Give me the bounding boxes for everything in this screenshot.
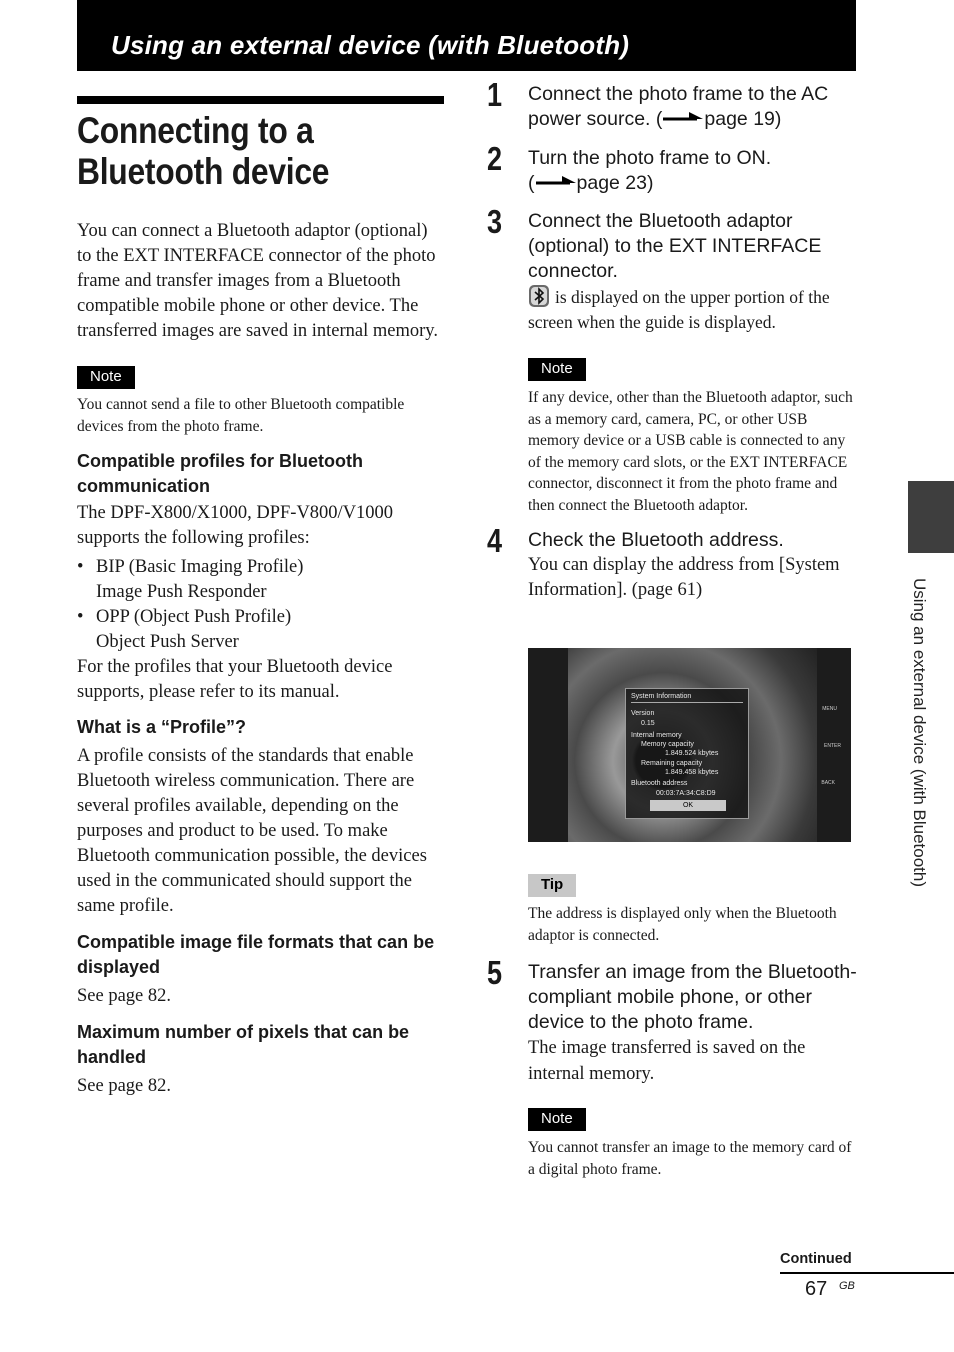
dialog-title: System Information (631, 692, 743, 703)
step-number: 1 (487, 76, 503, 113)
continued-label: Continued (780, 1251, 852, 1267)
note-block (528, 358, 857, 516)
memory-capacity-label: Memory capacity (641, 741, 694, 749)
note-block (528, 1108, 857, 1180)
step-body: You can display the address from [System Information]. (page 61) (528, 555, 840, 600)
back-hint: BACK (821, 780, 835, 786)
system-information-screenshot (528, 648, 851, 842)
page-title-line2: Bluetooth device (77, 151, 330, 192)
step-5 (487, 954, 857, 1180)
pixels-heading: Maximum number of pixels that can be handled (77, 1022, 410, 1067)
step-1 (487, 76, 857, 132)
step-body: The image transferred is saved on the internal memory. (528, 1038, 806, 1084)
step-4 (487, 522, 857, 603)
memory-capacity-value: 1.849.524 kbytes (665, 750, 719, 758)
footer-rule (780, 1272, 954, 1274)
profiles-outro: For the profiles that your Bluetooth device supports, please refer to its manual. (77, 657, 393, 702)
profiles-heading: Compatible profiles for Bluetooth communication (77, 451, 363, 496)
page-region-suffix: GB (839, 1280, 855, 1292)
bullet-line2: Object Push Server (96, 632, 239, 652)
step-heading: Check the Bluetooth address. (528, 529, 784, 551)
note-text: If any device, other than the Bluetooth adaptor, such as a memory card, camera, PC, or other USB memory device or a USB cable is connected to any of the memory card slots, or the EXT INTERFACE connector, disconnect it from the photo frame and then connect the Bluetooth adaptor. (528, 389, 853, 514)
left-column (77, 96, 444, 1099)
profiles-intro: The DPF-X800/X1000, DPF-V800/V1000 supports the following profiles: (77, 503, 394, 548)
internal-memory-label: Internal memory (631, 731, 682, 739)
step-number: 5 (487, 954, 503, 991)
version-label: Version (631, 710, 655, 718)
what-is-profile-heading: What is a “Profile”? (77, 717, 247, 737)
intro-paragraph: You can connect a Bluetooth adaptor (optional) to the EXT INTERFACE connector of the photo frame and transfer images from a Bluetooth compatible mobile phone or other device. The transferred images are saved in internal memory. (77, 221, 438, 341)
note-label: Note (528, 1108, 586, 1131)
section-header-bar (77, 0, 856, 71)
tip-block (528, 874, 856, 946)
step-heading: Connect the Bluetooth adaptor (optional) to the EXT INTERFACE connector. (528, 210, 822, 282)
bluetooth-address-label: Bluetooth address (631, 780, 688, 788)
page-title (77, 110, 447, 192)
tip-text: The address is displayed only when the Bluetooth adaptor is connected. (528, 905, 837, 944)
system-information-dialog (625, 688, 749, 819)
step-number: 4 (487, 522, 503, 559)
bullet-dot: • (77, 607, 84, 627)
step-heading: Turn the photo frame to ON. ( page 23) (528, 147, 772, 194)
formats-text: See page 82. (77, 986, 172, 1006)
title-rule (77, 96, 444, 104)
note-text: You cannot transfer an image to the memory card of a digital photo frame. (528, 1139, 852, 1178)
bluetooth-address-value: 00:03:7A:34:C8:D9 (656, 789, 716, 797)
remaining-capacity-label: Remaining capacity (641, 759, 703, 767)
bullet-item (77, 555, 444, 605)
bullet-line1: OPP (Object Push Profile) (96, 607, 292, 627)
note-label: Note (528, 358, 586, 381)
enter-hint: ENTER (824, 743, 841, 749)
menu-hint: MENU (822, 706, 837, 712)
pixels-text: See page 82. (77, 1076, 172, 1096)
side-section-tab (908, 481, 954, 553)
note-label: Note (77, 366, 135, 389)
bluetooth-icon (528, 284, 550, 308)
right-column (487, 76, 857, 603)
note-text: You cannot send a file to other Bluetooth compatible devices from the photo frame. (77, 396, 405, 435)
bullet-line2: Image Push Responder (96, 582, 267, 602)
side-section-label: Using an external device (with Bluetooth) (910, 578, 929, 887)
remaining-capacity-value: 1.849.458 kbytes (665, 769, 719, 777)
step-body: is displayed on the upper portion of the screen when the guide is displayed. (528, 284, 857, 335)
what-is-profile-text: A profile consists of the standards that enable Bluetooth wireless communication. There are several profiles available, depending on the purposes and product to be used. To make Bluetooth communication possible, the devices used in the communicated should support the same profile. (77, 746, 427, 916)
step-number: 2 (487, 140, 503, 177)
page-reference-arrow-icon (536, 175, 576, 187)
step-number: 3 (487, 203, 503, 240)
ok-button[interactable]: OK (650, 800, 726, 811)
bullet-dot: • (77, 557, 84, 577)
section-header-title: Using an external device (with Bluetooth) (111, 30, 630, 60)
note-block (77, 366, 444, 437)
step-heading: Connect the photo frame to the AC power source. ( page 19) (528, 83, 829, 130)
formats-heading: Compatible image file formats that can be displayed (77, 932, 435, 977)
page-number: 67 (805, 1278, 828, 1300)
page-reference-arrow-icon (663, 111, 703, 123)
step-2 (487, 140, 857, 196)
bullet-item (77, 605, 444, 655)
step-heading: Transfer an image from the Bluetooth-compliant mobile phone, or other device to the photo frame. (528, 961, 857, 1033)
version-value: 0.15 (641, 719, 655, 727)
step-3 (487, 203, 857, 516)
tip-label: Tip (528, 874, 576, 897)
bullet-line1: BIP (Basic Imaging Profile) (96, 557, 304, 577)
page-title-line1: Connecting to a (77, 110, 314, 151)
